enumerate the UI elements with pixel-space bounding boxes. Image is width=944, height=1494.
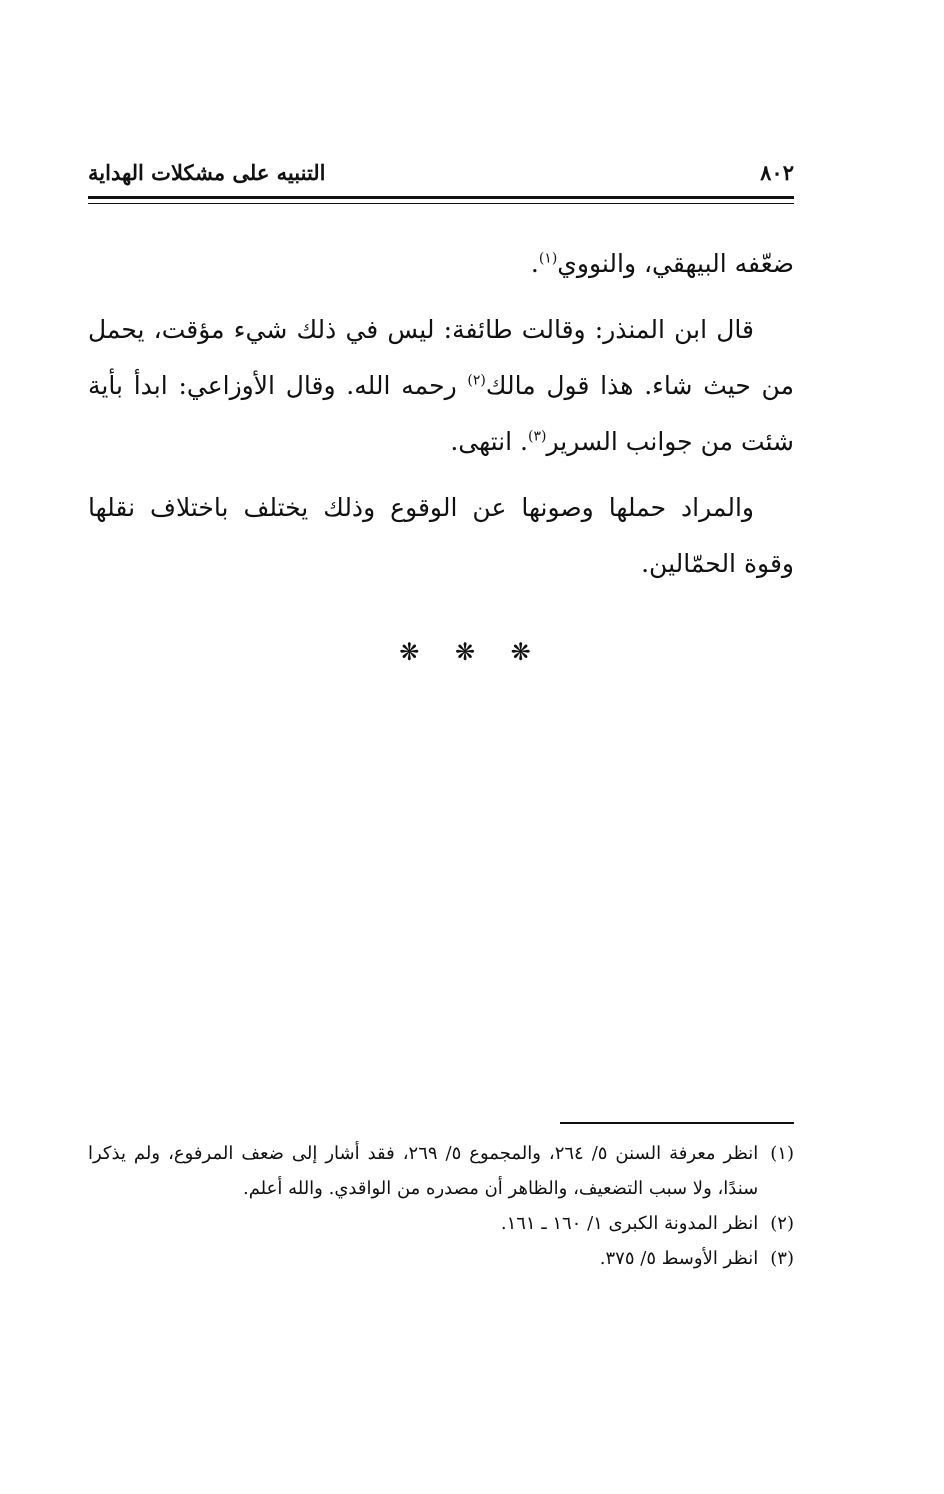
footnote-number: (٣) <box>770 1248 794 1269</box>
header-rule-thick <box>88 196 794 199</box>
footnote-text: انظر الأوسط ٥/ ٣٧٥. <box>599 1248 759 1269</box>
running-header <box>88 152 794 192</box>
paragraph-2-text-start: قال ابن المنذر: وقالت طائفة: ليس في ذلك شيء مؤقت، يحمل من حيث شاء. هذا قول مالك <box>88 315 794 400</box>
paragraph-2-text-middle: رحمه الله. وقال الأوزاعي: ابدأ بأية شئت من جوانب السرير <box>88 371 794 456</box>
footnote-3 <box>88 1241 794 1276</box>
header-rule-thin <box>88 203 794 204</box>
footnote-ref-2[interactable]: (٢) <box>467 372 486 389</box>
paragraph-1 <box>88 236 794 292</box>
footnote-ref-3[interactable]: (٣) <box>527 428 547 445</box>
paragraph-3-text: والمراد حملها وصونها عن الوقوع وذلك يختلف باختلاف نقلها وقوة الحمّالين. <box>88 493 794 578</box>
footnote-text: انظر المدونة الكبرى ١/ ١٦٠ ـ ١٦١. <box>500 1213 759 1234</box>
footnote-number: (١) <box>770 1143 794 1164</box>
paragraph-3 <box>88 480 794 592</box>
footnote-1 <box>88 1136 794 1206</box>
footnote-ref-1[interactable]: (١) <box>538 250 558 267</box>
running-title: التنبيه على مشكلات الهداية <box>88 159 326 185</box>
footnote-text: انظر معرفة السنن ٥/ ٢٦٤، والمجموع ٥/ ٢٦٩، فقد أشار إلى ضعف المرفوع، ولم يذكرا سندًا، ولا سبب التضعيف، والظاهر أن مصدره من الواقدي. والله أعلم. <box>88 1143 759 1199</box>
paragraph-2-text-end: . انتهى. <box>450 427 528 456</box>
footnotes <box>88 1136 794 1276</box>
section-divider-asterisks: ❋ ❋ ❋ <box>399 638 545 666</box>
main-text <box>88 236 794 602</box>
page-number: ٨٠٢ <box>760 159 794 185</box>
paragraph-2 <box>88 302 794 470</box>
paragraph-1-end: . <box>530 249 539 278</box>
footnote-separator <box>560 1122 794 1124</box>
paragraph-1-text: ضعّفه البيهقي، والنووي <box>557 249 794 278</box>
footnote-number: (٢) <box>770 1213 794 1234</box>
footnote-2 <box>88 1206 794 1241</box>
